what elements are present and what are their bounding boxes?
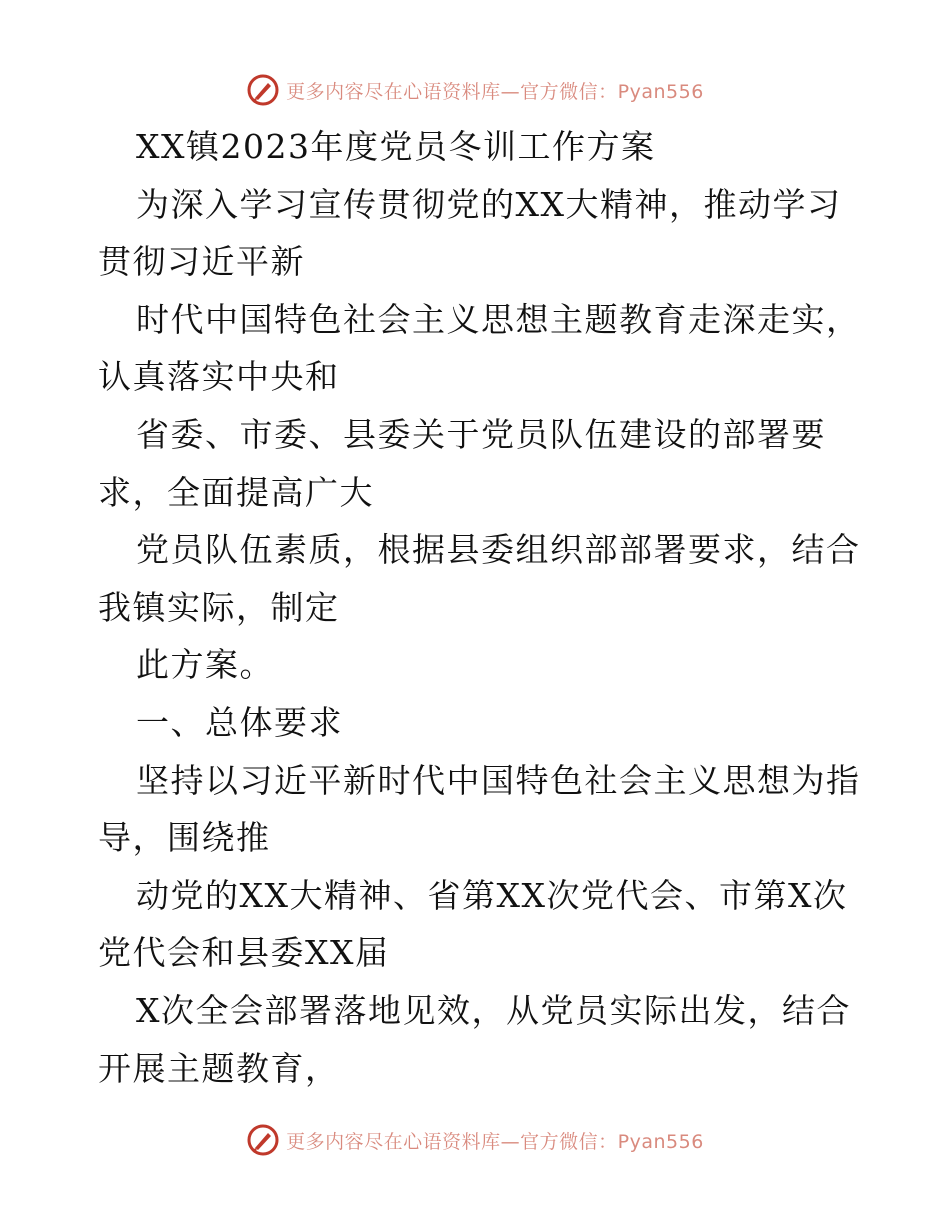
paragraph-line: 导，围绕推 <box>98 818 271 858</box>
paragraph-line: 此方案。 <box>136 645 274 685</box>
paragraph-line: 省委、市委、县委关于党员队伍建设的部署要 <box>136 414 826 454</box>
header-watermark <box>0 70 950 110</box>
paragraph-line: 开展主题教育， <box>98 1048 340 1088</box>
paragraph-line: 求，全面提高广大 <box>98 472 374 512</box>
paragraph-line: 贯彻习近平新 <box>98 242 305 282</box>
footer-watermark-text: 更多内容尽在心语资料库—官方微信：Pyan556 <box>286 1130 704 1153</box>
paragraph-line: 坚持以习近平新时代中国特色社会主义思想为指 <box>136 760 861 800</box>
paragraph-line: X次全会部署落地见效，从党员实际出发，结合 <box>136 990 851 1030</box>
section-heading: 一、总体要求 <box>136 702 343 742</box>
footer-watermark <box>0 1120 950 1160</box>
pen-logo-icon <box>246 1123 280 1157</box>
document-body <box>98 118 861 1097</box>
paragraph-line: 我镇实际，制定 <box>98 587 340 627</box>
pen-logo-icon <box>246 73 280 107</box>
paragraph-line: 党代会和县委XX届 <box>98 933 390 973</box>
paragraph-line: 党员队伍素质，根据县委组织部部署要求，结合 <box>136 530 861 570</box>
paragraph-line: 为深入学习宣传贯彻党的XX大精神，推动学习 <box>136 184 842 224</box>
document-title: XX镇2023年度党员冬训工作方案 <box>136 127 656 166</box>
paragraph-line: 认真落实中央和 <box>98 357 340 397</box>
header-watermark-text: 更多内容尽在心语资料库—官方微信：Pyan556 <box>286 80 704 103</box>
paragraph-line: 动党的XX大精神、省第XX次党代会、市第X次 <box>136 875 848 915</box>
paragraph-line: 时代中国特色社会主义思想主题教育走深走实， <box>136 299 861 339</box>
